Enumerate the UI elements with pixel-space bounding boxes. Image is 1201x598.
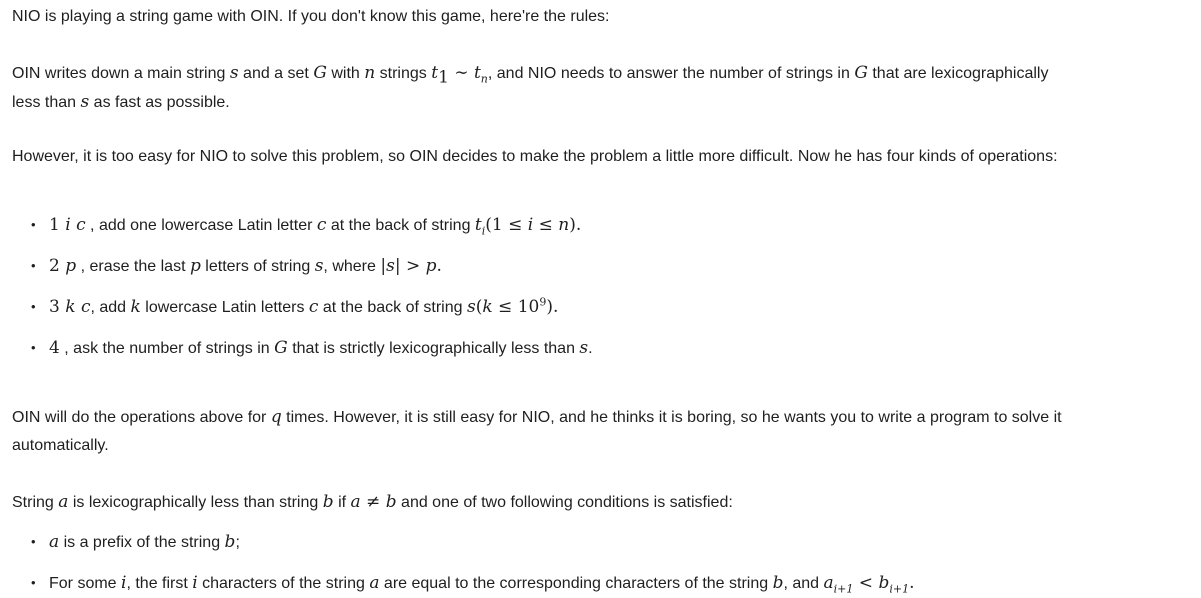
definition-text: String (12, 494, 59, 511)
bullet: • (31, 575, 36, 590)
intro-text: NIO is playing a string game with OIN. If you don't know this game, here're the rules: (12, 8, 610, 25)
rules-text: , and NIO needs to answer the number of strings in (487, 65, 855, 82)
math-period: . (436, 256, 442, 276)
math-a: a (49, 532, 60, 552)
math-abs-bar: | (380, 256, 387, 276)
math-open: ( (475, 297, 483, 317)
math-lt: < (853, 573, 879, 593)
condition-text: ; (235, 534, 240, 551)
definition-text: if (333, 494, 351, 511)
math-b-i1: $b_{i+1}$ (878, 573, 910, 596)
math-b: b (322, 492, 334, 512)
bullet: • (31, 340, 36, 355)
op-text: , add one lowercase Latin letter (85, 217, 317, 234)
math-s: s (386, 256, 395, 276)
list-item-op3 (31, 295, 558, 320)
rules-text: as fast as possible. (89, 94, 230, 111)
rules-text: OIN writes down a main string (12, 65, 230, 82)
math-bound: ≤ $10^9$ (492, 295, 547, 317)
rules-text: strings (375, 65, 432, 82)
rules-text: less than (12, 94, 81, 111)
math-c: c (75, 297, 91, 317)
math-leq: ≤ (533, 215, 559, 235)
condition-text: are equal to the corresponding characters of the string (379, 575, 773, 592)
math-s: s (80, 92, 90, 112)
math-s: s (314, 256, 324, 276)
math-c: c (70, 215, 86, 235)
definition-text: is lexicographically less than string (68, 494, 323, 511)
queries-paragraph (12, 403, 1062, 460)
bullet: • (31, 217, 36, 232)
math-op-code: 2 (49, 256, 66, 276)
condition-text: is a prefix of the string (59, 534, 225, 551)
op-text: at the back of string (326, 217, 475, 234)
op-text: , add (90, 299, 131, 316)
math-a: a (58, 492, 69, 512)
math-c: c (316, 215, 327, 235)
definition-text: and one of two following conditions is satisfied: (396, 494, 733, 511)
math-tn: $t_n$ (473, 63, 488, 86)
list-item-condition2 (31, 571, 914, 596)
rules-text: and a set (238, 65, 314, 82)
condition-text: , and (783, 575, 824, 592)
list-item-op4 (31, 336, 593, 361)
math-gt: | > (394, 256, 426, 276)
math-G: G (313, 63, 327, 83)
math-op-code: 1 (49, 215, 66, 235)
rules-text: with (326, 65, 365, 82)
op-text: at the back of string (318, 299, 467, 316)
math-n: n (558, 215, 570, 235)
math-constraint: (1 ≤ (485, 215, 528, 235)
op-text: that is strictly lexicographically less than (287, 340, 580, 357)
operations-intro (12, 143, 1058, 171)
math-t1: $t_1$ (431, 63, 449, 88)
condition-text: characters of the string (197, 575, 370, 592)
math-c: c (308, 297, 319, 317)
math-s: s (229, 63, 239, 83)
math-b: b (772, 573, 784, 593)
math-p: p (65, 256, 77, 276)
math-ti: $t_i$ (474, 215, 486, 238)
op-text: lowercase Latin letters (140, 299, 309, 316)
op-text: , erase the last (76, 258, 190, 275)
math-op-code: 3 (49, 297, 66, 317)
math-close: ). (569, 215, 582, 235)
math-i: i (192, 573, 198, 593)
math-G: G (854, 63, 868, 83)
rules-text: that are lexicographically (867, 65, 1049, 82)
math-p: p (425, 256, 437, 276)
math-k: k (482, 297, 493, 317)
bullet: • (31, 299, 36, 314)
math-b: b (224, 532, 236, 552)
math-tilde: ∼ (448, 63, 474, 83)
queries-text: OIN will do the operations above for (12, 409, 271, 426)
lexicographic-definition (12, 488, 733, 517)
rules-paragraph (12, 59, 1048, 117)
math-s: s (579, 338, 589, 358)
condition-text: , the first (126, 575, 193, 592)
bullet: • (31, 534, 36, 549)
math-k: k (65, 297, 76, 317)
math-s: s (466, 297, 476, 317)
math-p: p (189, 256, 201, 276)
math-a-neq-b: a ≠ b (350, 492, 397, 512)
operations-intro-text: However, it is too easy for NIO to solve this problem, so OIN decides to make the problem a little more difficult. Now he has four kinds of operations: (12, 148, 1058, 165)
math-G: G (274, 338, 288, 358)
queries-text: automatically. (12, 437, 109, 454)
math-a-i1: $a_{i+1}$ (823, 573, 854, 596)
bullet: • (31, 258, 36, 273)
list-item-op1 (31, 213, 581, 238)
math-n: n (364, 63, 376, 83)
op-text: . (588, 340, 593, 357)
op-text: , where (323, 258, 381, 275)
math-i: i (65, 215, 71, 235)
condition-text: For some (49, 575, 122, 592)
list-item-condition1 (31, 530, 240, 555)
math-i: i (121, 573, 127, 593)
math-k: k (130, 297, 141, 317)
intro-paragraph (12, 3, 610, 31)
op-text: letters of string (200, 258, 315, 275)
math-period: . (909, 573, 915, 593)
op-text: , ask the number of strings in (59, 340, 275, 357)
queries-text: times. However, it is still easy for NIO, and he thinks it is boring, so he wants you to write a program to solve it (281, 409, 1062, 426)
math-a: a (369, 573, 380, 593)
math-q: q (270, 407, 282, 427)
list-item-op2 (31, 254, 442, 279)
math-op-code: 4 (49, 338, 60, 358)
math-i: i (527, 215, 534, 235)
math-close: ). (546, 297, 559, 317)
